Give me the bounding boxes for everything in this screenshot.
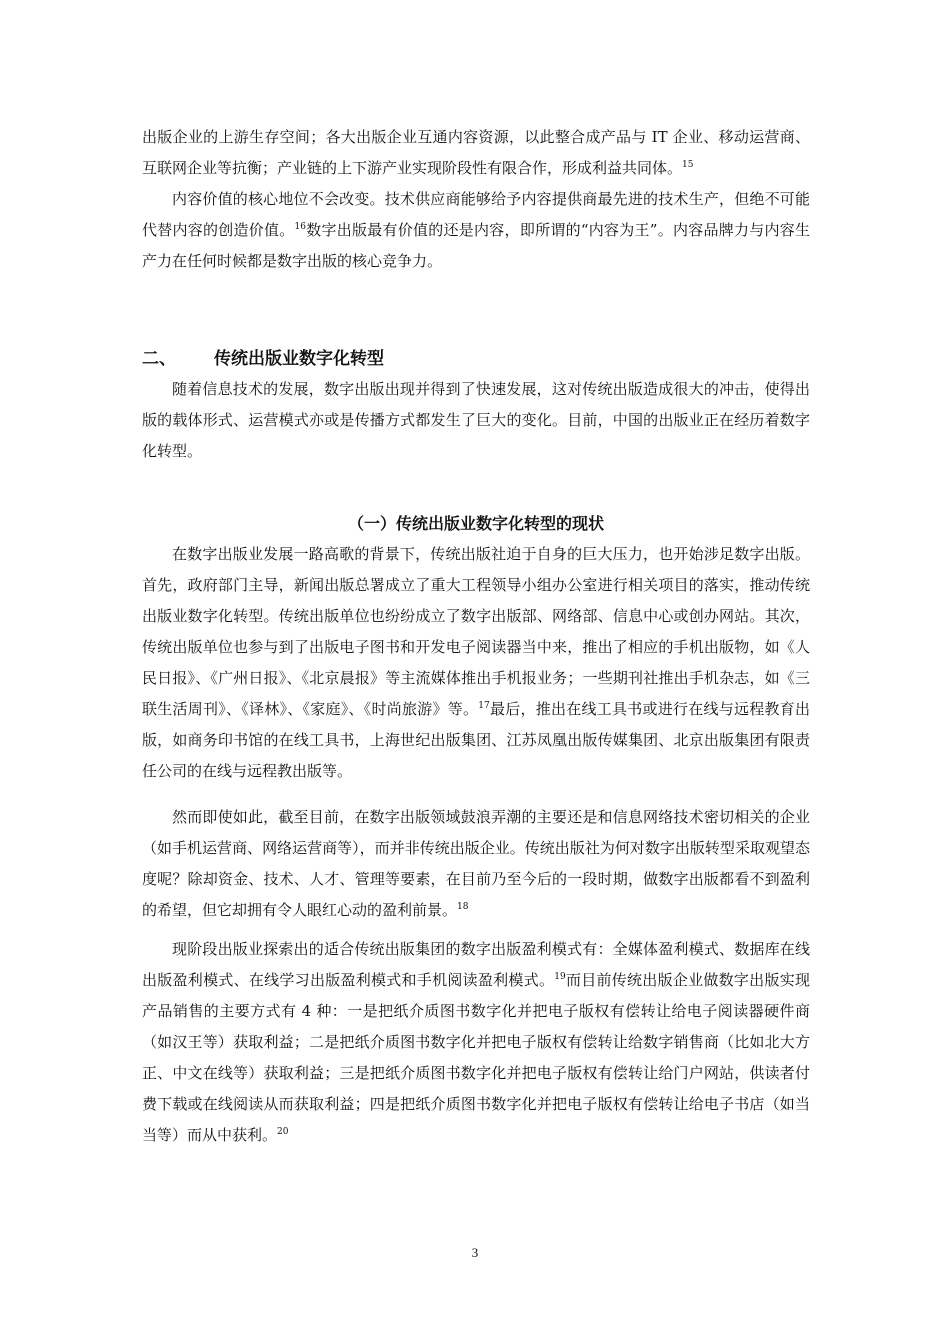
paragraph-text: 然而即使如此，截至目前，在数字出版领域鼓浪弄潮的主要还是和信息网络技术密切相关的企业（如手机运营商、网络运营商等），而并非传统出版企业。传统出版社为何对数字出版转型采取观望态度呢？除却资金、技术、人才、管理等要素，在目前乃至今后的一段时期，做数字出版都看不到盈利的希望，但它却拥有令人眼红心动的盈利前景。	[142, 808, 810, 919]
section-number: 二、	[142, 349, 176, 369]
paragraph-content-value	[142, 184, 810, 277]
footnote-ref[interactable]: 19	[554, 972, 566, 982]
paragraph-text: 数字出版最有价值的还是内容，即所谓的“内容为王”。内容品牌力与内容生产力在任何时候都是数字出版的核心竞争力。	[142, 221, 810, 270]
subsection-heading: （一）传统出版业数字化转型的现状	[347, 514, 604, 533]
paragraph-profit-models	[142, 934, 810, 1151]
paragraph-text: 随着信息技术的发展，数字出版出现并得到了快速发展，这对传统出版造成很大的冲击，使得出版的载体形式、运营模式亦或是传播方式都发生了巨大的变化。目前，中国的出版业正在经历着数字化转型。	[142, 380, 810, 460]
paragraph-however	[142, 802, 810, 926]
paragraph-text: 在数字出版业发展一路高歌的背景下，传统出版社迫于自身的巨大压力，也开始涉足数字出版。首先，政府部门主导，新闻出版总署成立了重大工程领导小组办公室进行相关项目的落实，推动传统出版业数字化转型。传统出版单位也纷纷成立了数字出版部、网络部、信息中心或创办网站。其次，传统出版单位也参与到了出版电子图书和开发电子阅读器当中来，推出了相应的手机出版物，如《人民日报》、《广州日报》、《北京晨报》等主流媒体推出手机报业务；一些期刊社推出手机杂志，如《三联生活周刊》、《译林》、《家庭》、《时尚旅游》等。	[142, 545, 810, 718]
paragraph-text: 内容价值的核心地位不会改变。技术供应商能够给予内容提供商最先进的技术生产，但绝不可能代替内容的创造价值。	[142, 190, 810, 239]
paragraph-intro	[142, 374, 810, 467]
footnote-ref[interactable]: 17	[478, 701, 490, 711]
paragraph-text: 最后，推出在线工具书或进行在线与远程教育出版，如商务印书馆的在线工具书，上海世纪出版集团、江苏凤凰出版传媒集团、北京出版集团有限责任公司的在线与远程教出版等。	[142, 700, 810, 780]
paragraph-supply-chain	[142, 122, 810, 184]
footnote-ref[interactable]: 15	[682, 160, 694, 170]
paragraph-text: 出版企业的上游生存空间；各大出版企业互通内容资源，以此整合成产品与 IT 企业、移动运营商、互联网企业等抗衡；产业链的上下游产业实现阶段性有限合作，形成利益共同体。	[142, 128, 810, 177]
footnote-ref[interactable]: 18	[457, 902, 469, 912]
section-heading	[142, 345, 384, 373]
section-title: 传统出版业数字化转型	[214, 349, 384, 369]
paragraph-text: 而目前传统出版企业做数字出版实现产品销售的主要方式有 4 种：一是把纸介质图书数字化并把电子版权有偿转让给电子阅读器硬件商（如汉王等）获取利益；二是把纸介质图书数字化并把电子版权有偿转让给数字销售商（比如北大方正、中文在线等）获取利益；三是把纸介质图书数字化并把电子版权有偿转让给门户网站，供读者付费下载或在线阅读从而获取利益；四是把纸介质图书数字化并把电子版权有偿转让给电子书店（如当当等）而从中获利。	[142, 971, 810, 1144]
footnote-ref[interactable]: 20	[277, 1127, 289, 1137]
paragraph-text: 现阶段出版业探索出的适合传统出版集团的数字出版盈利模式有：全媒体盈利模式、数据库在线出版盈利模式、在线学习出版盈利模式和手机阅读盈利模式。	[142, 940, 810, 989]
paragraph-status	[142, 539, 810, 787]
page-number: 3	[471, 1245, 479, 1260]
footnote-ref[interactable]: 16	[294, 222, 306, 232]
